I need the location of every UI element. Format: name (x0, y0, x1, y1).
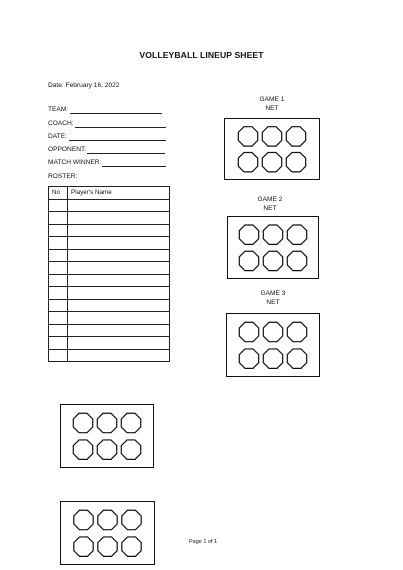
court-positions (225, 119, 319, 179)
date-field[interactable] (69, 140, 166, 141)
player-number-cell[interactable] (49, 212, 68, 225)
player-name-cell[interactable] (68, 287, 170, 300)
court-positions (228, 217, 318, 278)
position-octagon-3[interactable] (286, 127, 305, 146)
game-1-court (224, 118, 320, 180)
player-number-cell[interactable] (49, 312, 68, 325)
table-row (49, 274, 170, 287)
position-octagon-2[interactable] (97, 413, 116, 432)
player-number-cell[interactable] (49, 274, 68, 287)
game-2-net-label: NET (263, 205, 277, 212)
player-number-cell[interactable] (49, 349, 68, 362)
table-row (49, 199, 170, 212)
position-octagon-4[interactable] (239, 349, 258, 368)
game-2-court (227, 216, 319, 279)
match-winner-label: MATCH WINNER: (48, 159, 102, 166)
table-row (49, 349, 170, 362)
game-1-label: GAME 1 (259, 96, 285, 103)
opponent-label: OPPONENT: (48, 146, 87, 153)
court-positions (61, 405, 153, 467)
player-number-cell[interactable] (49, 237, 68, 250)
position-octagon-2[interactable] (263, 225, 282, 244)
player-number-cell[interactable] (49, 324, 68, 337)
position-octagon-6[interactable] (287, 251, 306, 270)
roster-body (49, 199, 170, 362)
position-octagon-2[interactable] (263, 322, 282, 341)
game-3-label: GAME 3 (260, 290, 286, 297)
position-octagon-4[interactable] (74, 537, 93, 556)
player-name-cell[interactable] (68, 262, 170, 275)
table-row (49, 262, 170, 275)
team-field[interactable] (70, 113, 162, 114)
table-row (49, 324, 170, 337)
extra-court-2 (60, 501, 155, 565)
position-octagon-5[interactable] (262, 153, 281, 172)
player-number-cell[interactable] (49, 249, 68, 262)
player-number-cell[interactable] (49, 287, 68, 300)
table-row (49, 237, 170, 250)
table-row (49, 299, 170, 312)
position-octagon-1[interactable] (74, 510, 93, 529)
court-positions (61, 502, 154, 564)
position-octagon-1[interactable] (239, 225, 258, 244)
position-octagon-4[interactable] (73, 440, 92, 459)
coach-label: COACH: (48, 120, 74, 127)
player-name-cell[interactable] (68, 349, 170, 362)
opponent-field[interactable] (87, 153, 165, 154)
position-octagon-2[interactable] (98, 510, 117, 529)
page-title: VOLLEYBALL LINEUP SHEET (139, 50, 264, 60)
player-number-cell[interactable] (49, 337, 68, 350)
player-name-cell[interactable] (68, 337, 170, 350)
position-octagon-3[interactable] (287, 225, 306, 244)
player-number-cell[interactable] (49, 299, 68, 312)
player-name-cell[interactable] (68, 312, 170, 325)
roster-label: ROSTER: (48, 173, 78, 180)
roster-table (48, 186, 170, 362)
position-octagon-1[interactable] (238, 127, 257, 146)
position-octagon-6[interactable] (287, 349, 306, 368)
player-name-cell[interactable] (68, 299, 170, 312)
player-name-cell[interactable] (68, 212, 170, 225)
extra-court-1 (60, 404, 154, 468)
position-octagon-5[interactable] (97, 440, 116, 459)
position-octagon-5[interactable] (263, 251, 282, 270)
game-3-net-label: NET (266, 299, 280, 306)
player-name-cell[interactable] (68, 324, 170, 337)
player-name-cell[interactable] (68, 199, 170, 212)
table-row (49, 224, 170, 237)
game-3-court (226, 313, 320, 377)
table-row (49, 287, 170, 300)
player-name-cell[interactable] (68, 249, 170, 262)
match-winner-field[interactable] (102, 166, 166, 167)
position-octagon-5[interactable] (263, 349, 282, 368)
coach-field[interactable] (75, 127, 166, 128)
team-label: TEAM: (48, 106, 69, 113)
position-octagon-6[interactable] (286, 153, 305, 172)
position-octagon-2[interactable] (262, 127, 281, 146)
player-number-cell[interactable] (49, 224, 68, 237)
table-row (49, 249, 170, 262)
position-octagon-5[interactable] (98, 537, 117, 556)
player-number-cell[interactable] (49, 199, 68, 212)
position-octagon-3[interactable] (122, 510, 141, 529)
number-column-header: No (49, 187, 68, 200)
player-name-cell[interactable] (68, 274, 170, 287)
position-octagon-1[interactable] (239, 322, 258, 341)
position-octagon-4[interactable] (238, 153, 257, 172)
player-name-cell[interactable] (68, 237, 170, 250)
roster-header-row (49, 187, 170, 200)
game-1-net-label: NET (265, 105, 279, 112)
player-name-column-header: Player's Name (68, 187, 170, 200)
position-octagon-1[interactable] (73, 413, 92, 432)
player-name-cell[interactable] (68, 224, 170, 237)
position-octagon-6[interactable] (121, 440, 140, 459)
table-row (49, 337, 170, 350)
game-2-label: GAME 2 (257, 196, 283, 203)
page-footer: Page 1 of 1 (189, 539, 218, 545)
position-octagon-6[interactable] (122, 537, 141, 556)
position-octagon-3[interactable] (121, 413, 140, 432)
table-row (49, 212, 170, 225)
position-octagon-3[interactable] (287, 322, 306, 341)
player-number-cell[interactable] (49, 262, 68, 275)
table-row (49, 312, 170, 325)
position-octagon-4[interactable] (239, 251, 258, 270)
court-positions (227, 314, 319, 376)
date-label: DATE: (48, 133, 67, 140)
date-line: Date: February 16, 2022 (48, 82, 120, 89)
